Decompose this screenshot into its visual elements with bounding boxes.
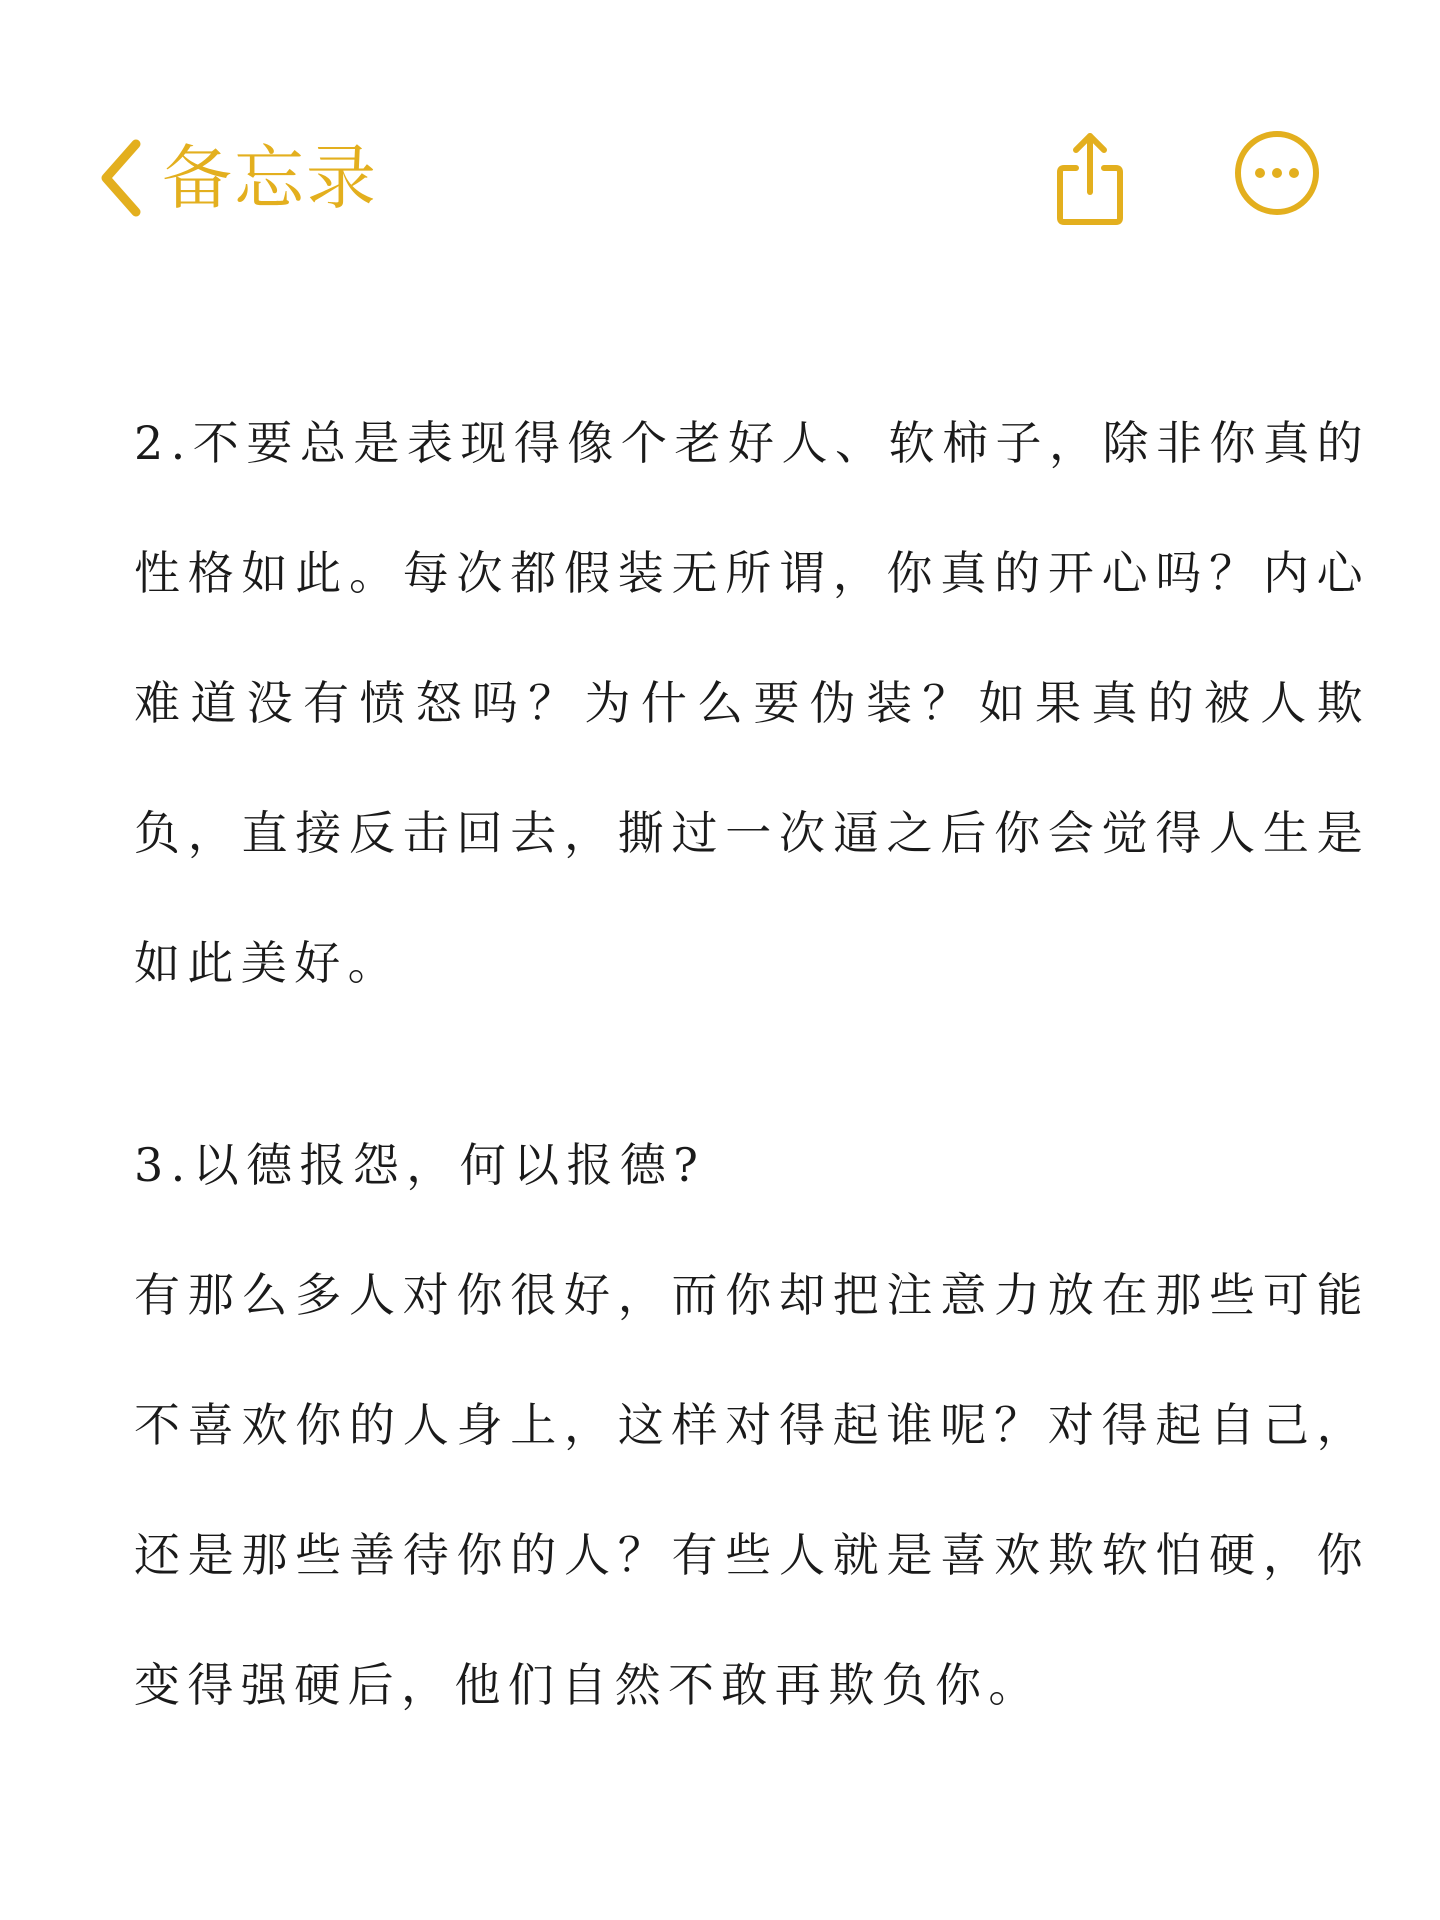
note-heading-3 bbox=[134, 1100, 1370, 1230]
share-button[interactable] bbox=[1050, 128, 1130, 228]
back-button[interactable] bbox=[96, 128, 378, 228]
note-heading-3-text: 3.以德报怨，何以报德? bbox=[134, 1138, 706, 1192]
ellipsis-circle-icon bbox=[1232, 128, 1322, 218]
back-label: 备忘录 bbox=[162, 137, 378, 219]
note-paragraph-2: 2.不要总是表现得像个老好人、软柿子，除非你真的性格如此。每次都假装无所谓，你真的开心吗？内心难道没有愤怒吗？为什么要伪装？如果真的被人欺负，直接反击回去，撕过一次逼之后你会觉得人生是如此美好。 bbox=[134, 416, 1370, 990]
chevron-left-icon bbox=[96, 136, 148, 220]
share-icon bbox=[1050, 128, 1130, 228]
note-content[interactable] bbox=[134, 378, 1370, 1750]
paragraph-spacer bbox=[134, 1028, 1370, 1100]
more-options-button[interactable] bbox=[1232, 128, 1322, 218]
note-paragraph-3: 有那么多人对你很好，而你却把注意力放在那些可能不喜欢你的人身上，这样对得起谁呢？对得起自己，还是那些善待你的人？有些人就是喜欢欺软怕硬，你变得强硬后，他们自然不敢再欺负你。 bbox=[134, 1268, 1370, 1712]
navigation-bar bbox=[0, 0, 1440, 260]
